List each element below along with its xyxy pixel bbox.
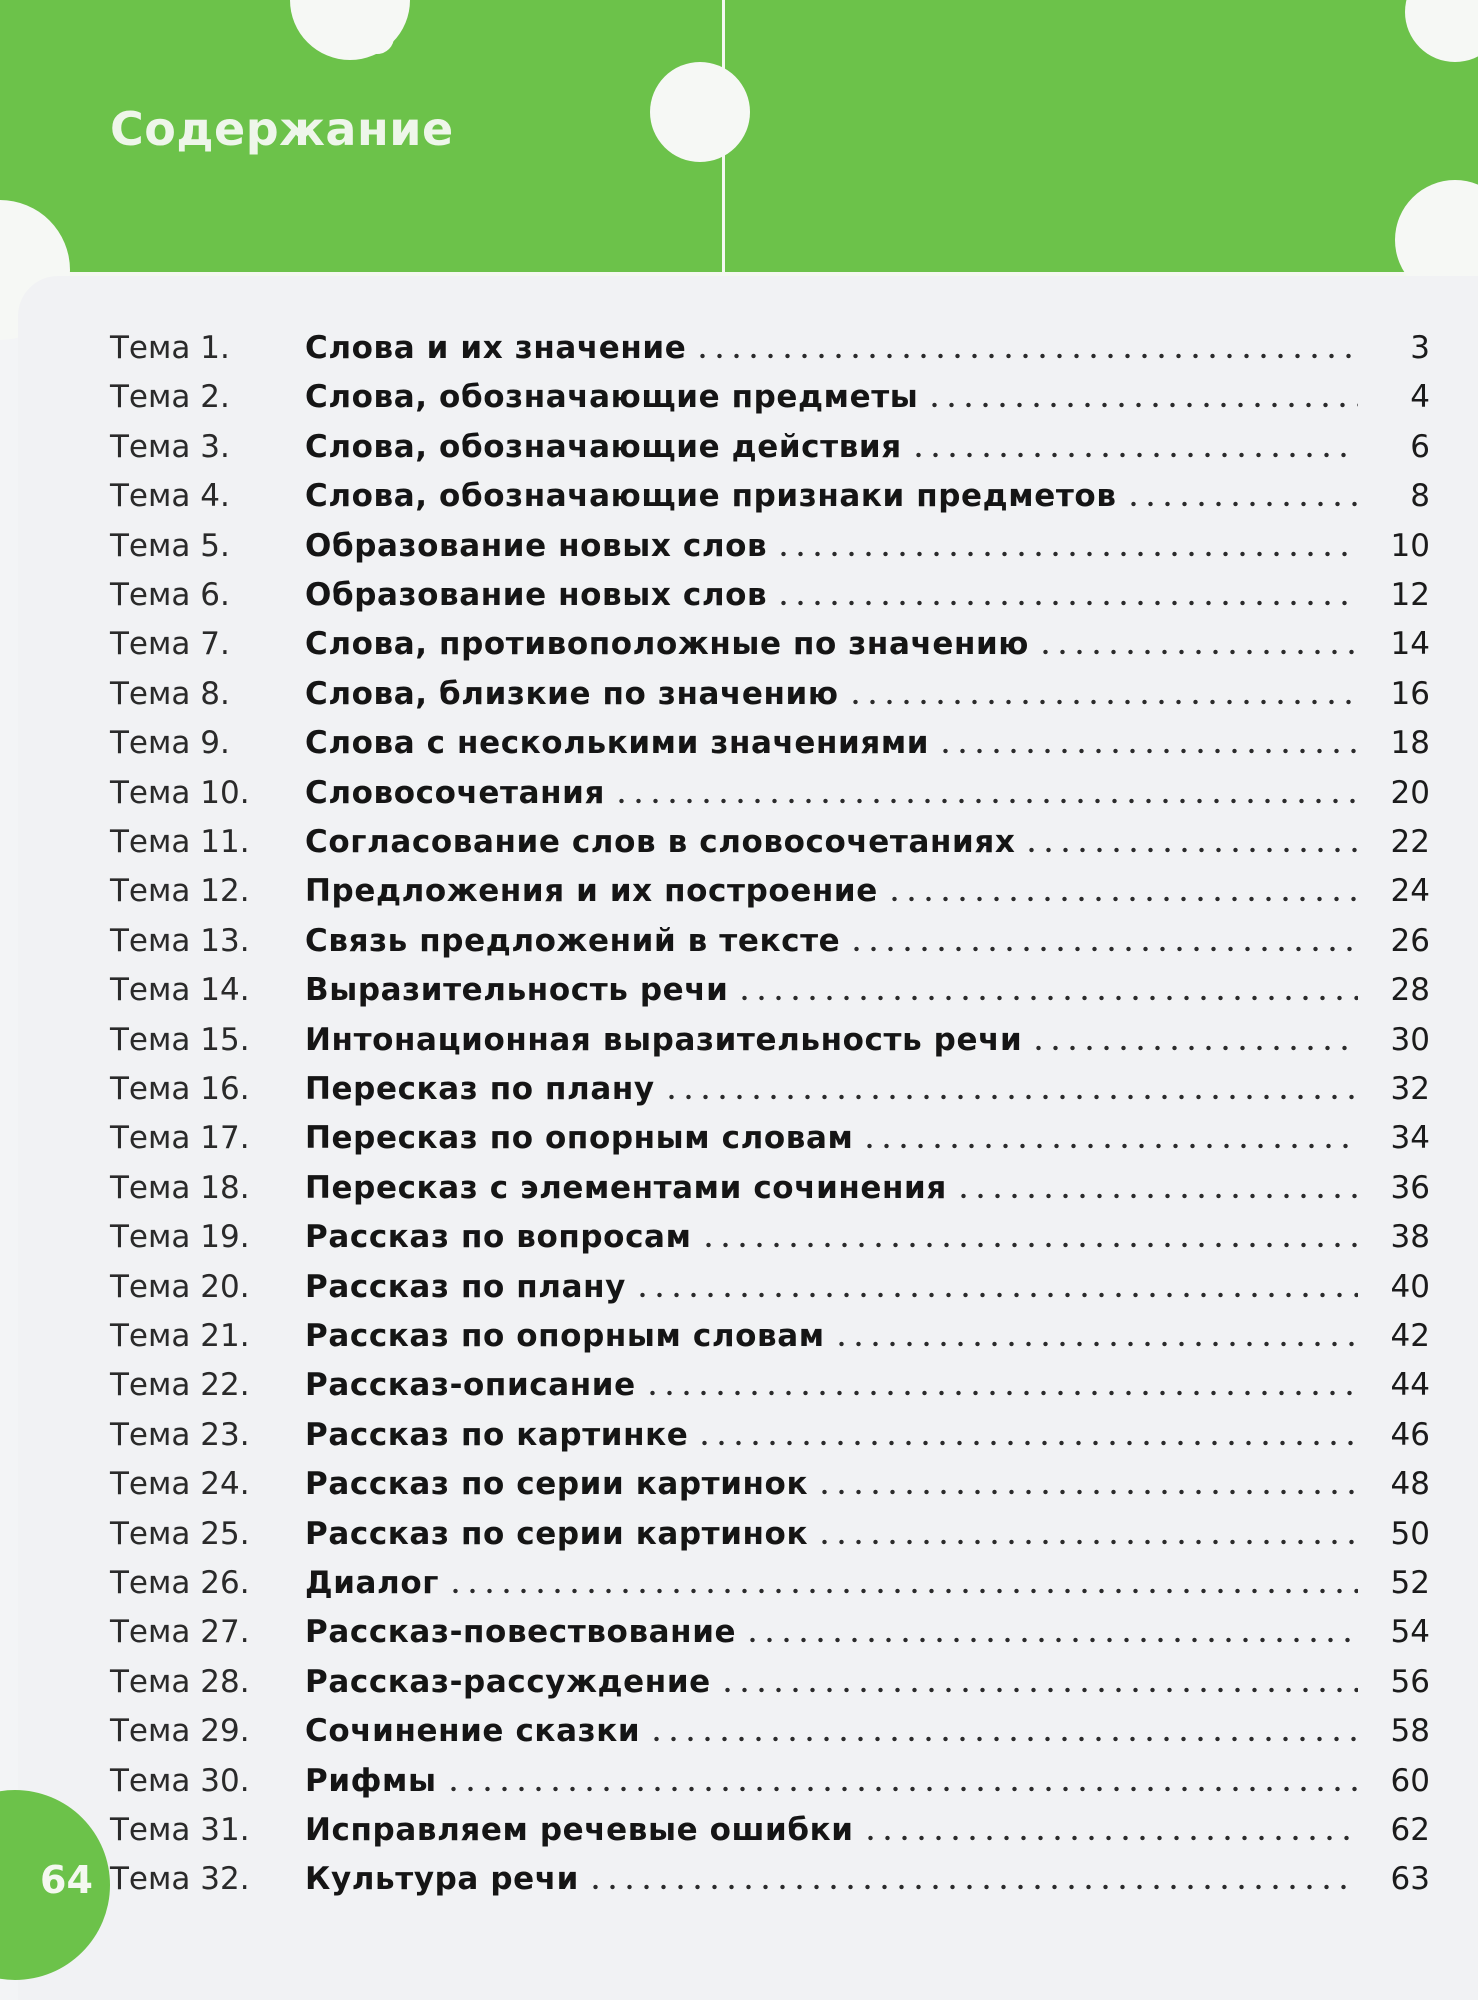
toc-topic-label: Тема 23.	[110, 1416, 250, 1453]
toc-page-number: 60	[1390, 1762, 1430, 1799]
toc-topic-label: Тема 22.	[110, 1367, 250, 1404]
toc-topic-title: Культура речи	[305, 1861, 579, 1898]
toc-row[interactable]	[110, 1705, 1430, 1751]
toc-page-number: 4	[1410, 379, 1430, 416]
toc-topic-title: Рассказ по картинке	[305, 1416, 689, 1453]
toc-dot-leader	[847, 699, 1358, 705]
toc-page-number: 52	[1390, 1565, 1430, 1601]
toc-topic-label: Тема 11.	[110, 824, 250, 860]
toc-row[interactable]	[110, 1112, 1430, 1158]
toc-dot-leader	[886, 896, 1358, 902]
page-number: 64	[40, 1858, 93, 1902]
toc-topic-title: Слова, близкие по значению	[305, 675, 839, 712]
toc-row[interactable]	[110, 371, 1430, 417]
toc-topic-label: Тема 18.	[110, 1169, 250, 1206]
toc-topic-title: Диалог	[305, 1565, 440, 1601]
toc-topic-title: Слова и их значение	[305, 330, 687, 366]
toc-topic-label: Тема 4.	[110, 478, 230, 515]
toc-dot-leader	[862, 1835, 1358, 1841]
toc-topic-label: Тема 16.	[110, 1071, 250, 1107]
toc-row[interactable]	[110, 1261, 1430, 1307]
toc-row[interactable]	[110, 1804, 1430, 1850]
toc-page-number: 56	[1390, 1663, 1430, 1700]
toc-dot-leader	[1030, 1045, 1358, 1051]
toc-topic-label: Тема 12.	[110, 873, 250, 910]
toc-topic-label: Тема 27.	[110, 1614, 250, 1651]
toc-dot-leader	[955, 1193, 1358, 1199]
toc-page-number: 46	[1390, 1416, 1430, 1453]
toc-dot-leader	[445, 1786, 1358, 1792]
toc-topic-label: Тема 10.	[110, 774, 250, 811]
toc-topic-title: Словосочетания	[305, 774, 605, 811]
toc-topic-label: Тема 6.	[110, 577, 230, 613]
toc-dot-leader	[910, 452, 1358, 458]
toc-row[interactable]	[110, 1162, 1430, 1208]
toc-row[interactable]	[110, 1211, 1430, 1257]
toc-page-number: 26	[1390, 922, 1430, 959]
toc-row[interactable]	[110, 569, 1430, 615]
toc-page-number: 32	[1390, 1071, 1430, 1107]
toc-dot-leader	[1037, 649, 1358, 655]
toc-dot-leader	[700, 1242, 1358, 1248]
toc-row[interactable]	[110, 1606, 1430, 1652]
toc-page-number: 24	[1390, 873, 1430, 910]
toc-topic-title: Рассказ по серии картинок	[305, 1466, 809, 1503]
toc-page-number: 8	[1410, 478, 1430, 515]
toc-page-number: 12	[1390, 577, 1430, 613]
toc-page-number: 58	[1390, 1713, 1430, 1750]
toc-page-number: 30	[1390, 1021, 1430, 1058]
toc-row[interactable]	[110, 915, 1430, 961]
toc-row[interactable]	[110, 1755, 1430, 1801]
toc-topic-title: Образование новых слов	[305, 577, 768, 613]
toc-page-number: 34	[1390, 1120, 1430, 1157]
toc-topic-label: Тема 17.	[110, 1120, 250, 1157]
toc-topic-label: Тема 14.	[110, 972, 250, 1009]
toc-page-number: 16	[1390, 675, 1430, 712]
toc-page-number: 42	[1390, 1318, 1430, 1354]
toc-dot-leader	[1023, 847, 1358, 853]
toc-topic-label: Тема 19.	[110, 1219, 250, 1256]
toc-topic-label: Тема 5.	[110, 527, 230, 564]
toc-topic-label: Тема 20.	[110, 1268, 250, 1305]
toc-topic-title: Пересказ по плану	[305, 1071, 655, 1107]
toc-page-number: 44	[1390, 1367, 1430, 1404]
toc-topic-title: Слова, обозначающие признаки предметов	[305, 478, 1117, 515]
toc-topic-title: Предложения и их построение	[305, 873, 878, 910]
toc-topic-title: Рассказ по вопросам	[305, 1219, 692, 1256]
toc-topic-title: Рассказ по серии картинок	[305, 1515, 809, 1552]
toc-topic-title: Выразительность речи	[305, 972, 729, 1009]
toc-topic-label: Тема 21.	[110, 1318, 250, 1354]
toc-topic-title: Пересказ с элементами сочинения	[305, 1169, 947, 1206]
toc-page-number: 28	[1390, 972, 1430, 1009]
toc-topic-label: Тема 8.	[110, 675, 230, 712]
toc-row[interactable]	[110, 618, 1430, 664]
toc-row[interactable]	[110, 767, 1430, 813]
toc-dot-leader	[663, 1094, 1358, 1100]
toc-topic-label: Тема 2.	[110, 379, 230, 416]
toc-dot-leader	[744, 1637, 1358, 1643]
toc-row[interactable]	[110, 1409, 1430, 1455]
toc-topic-title: Интонационная выразительность речи	[305, 1021, 1023, 1058]
toc-dot-leader	[587, 1884, 1358, 1890]
toc-row[interactable]	[110, 1014, 1430, 1060]
toc-topic-title: Рассказ-рассуждение	[305, 1663, 711, 1700]
toc-topic-title: Слова, противоположные по значению	[305, 626, 1030, 663]
toc-topic-title: Слова, обозначающие предметы	[305, 379, 919, 416]
toc-row[interactable]	[110, 1508, 1430, 1554]
toc-dot-leader	[447, 1588, 1358, 1594]
toc-topic-title: Образование новых слов	[305, 527, 768, 564]
toc-topic-title: Пересказ по опорным словам	[305, 1120, 854, 1157]
toc-topic-title: Рассказ по опорным словам	[305, 1318, 825, 1354]
toc-topic-label: Тема 25.	[110, 1515, 250, 1552]
toc-topic-label: Тема 9.	[110, 725, 230, 762]
toc-row[interactable]	[110, 1359, 1430, 1405]
toc-row[interactable]	[110, 1063, 1430, 1109]
toc-dot-leader	[775, 551, 1358, 557]
toc-topic-title: Сочинение сказки	[305, 1713, 641, 1750]
toc-page-number: 40	[1390, 1268, 1430, 1305]
toc-topic-title: Исправляем речевые ошибки	[305, 1812, 854, 1848]
toc-page-number: 6	[1410, 428, 1430, 465]
toc-dot-leader	[816, 1489, 1358, 1495]
toc-topic-label: Тема 29.	[110, 1713, 250, 1750]
toc-topic-title: Рассказ по плану	[305, 1268, 626, 1305]
toc-row[interactable]	[110, 865, 1430, 911]
toc-topic-label: Тема 28.	[110, 1663, 250, 1700]
toc-topic-title: Связь предложений в тексте	[305, 922, 841, 959]
toc-row[interactable]	[110, 668, 1430, 714]
toc-dot-leader	[644, 1390, 1358, 1396]
toc-row[interactable]	[110, 520, 1430, 566]
toc-dot-leader	[736, 995, 1358, 1001]
page-title: Содержание	[110, 102, 454, 156]
toc-page-number: 10	[1390, 527, 1430, 564]
toc-row[interactable]	[110, 1458, 1430, 1504]
toc-topic-label: Тема 32.	[110, 1861, 250, 1898]
toc-dot-leader	[775, 600, 1358, 606]
toc-row[interactable]	[110, 470, 1430, 516]
toc-topic-label: Тема 24.	[110, 1466, 250, 1503]
toc-row[interactable]	[110, 1557, 1430, 1603]
toc-page-number: 62	[1390, 1812, 1430, 1848]
toc-topic-label: Тема 31.	[110, 1812, 250, 1848]
toc-page-number: 54	[1390, 1614, 1430, 1651]
toc-dot-leader	[926, 402, 1358, 408]
toc-dot-leader	[848, 946, 1358, 952]
toc-page-number: 48	[1390, 1466, 1430, 1503]
toc-page-number: 38	[1390, 1219, 1430, 1256]
toc-topic-title: Слова с несколькими значениями	[305, 725, 930, 762]
toc-topic-label: Тема 15.	[110, 1021, 250, 1058]
toc-dot-leader	[1125, 501, 1358, 507]
toc-topic-label: Тема 26.	[110, 1565, 250, 1601]
toc-topic-title: Рассказ-повествование	[305, 1614, 737, 1651]
toc-page-number: 36	[1390, 1169, 1430, 1206]
toc-row[interactable]	[110, 1853, 1430, 1899]
toc-page-number: 14	[1390, 626, 1430, 663]
toc-row[interactable]	[110, 1310, 1430, 1356]
toc-topic-label: Тема 7.	[110, 626, 230, 663]
toc-dot-leader	[696, 1440, 1358, 1446]
toc-row[interactable]	[110, 816, 1430, 862]
toc-dot-leader	[694, 353, 1358, 359]
toc-page-number: 3	[1410, 330, 1430, 366]
toc-dot-leader	[861, 1143, 1358, 1149]
toc-row[interactable]	[110, 322, 1430, 368]
toc-dot-leader	[613, 798, 1358, 804]
toc-page-number: 20	[1390, 774, 1430, 811]
toc-row[interactable]	[110, 1656, 1430, 1702]
toc-page-number: 22	[1390, 824, 1430, 860]
toc-page-number: 63	[1390, 1861, 1430, 1898]
toc-topic-title: Рифмы	[305, 1762, 437, 1799]
toc-page-number: 50	[1390, 1515, 1430, 1552]
toc-row[interactable]	[110, 964, 1430, 1010]
toc-dot-leader	[937, 748, 1358, 754]
toc-dot-leader	[648, 1736, 1358, 1742]
toc-topic-label: Тема 1.	[110, 330, 230, 366]
toc-topic-title: Слова, обозначающие действия	[305, 428, 902, 465]
toc-topic-label: Тема 30.	[110, 1762, 250, 1799]
toc-row[interactable]	[110, 717, 1430, 763]
toc-topic-title: Рассказ-описание	[305, 1367, 636, 1404]
toc-dot-leader	[816, 1539, 1358, 1545]
toc-dot-leader	[719, 1687, 1358, 1693]
toc-page-number: 18	[1390, 725, 1430, 762]
toc-topic-title: Согласование слов в словосочетаниях	[305, 824, 1016, 860]
toc-topic-label: Тема 13.	[110, 922, 250, 959]
toc-row[interactable]	[110, 421, 1430, 467]
toc-dot-leader	[833, 1341, 1358, 1347]
toc-dot-leader	[634, 1292, 1358, 1298]
toc-topic-label: Тема 3.	[110, 428, 230, 465]
